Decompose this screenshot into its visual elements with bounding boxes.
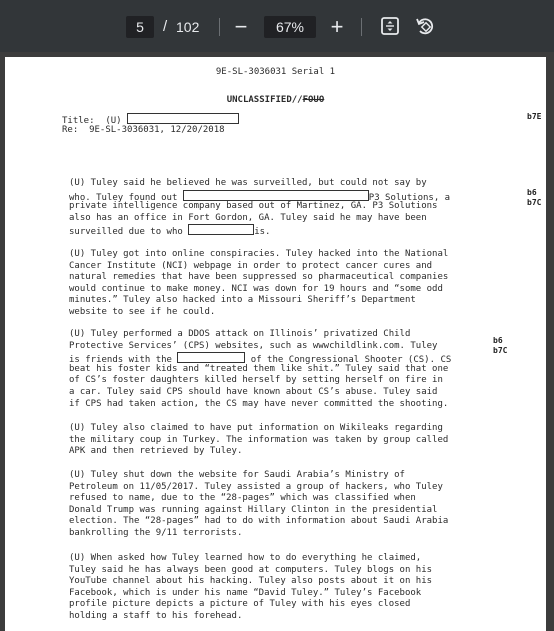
paragraph-2-line-6: website to see if he could.: [69, 307, 216, 317]
paragraph-1-line-4: also has an office in Fort Gordon, GA. Tuley said he may have been: [69, 212, 427, 223]
toolbar-divider: [361, 18, 362, 36]
p1-text-c: surveilled due to who: [69, 227, 189, 238]
re-line: Re: 9E-SL-3036031, 12/20/2018: [62, 125, 225, 135]
paragraph-1-line-5: [69, 224, 270, 239]
paragraph-6-line-4: Facebook, which is under his name “David Tuley.” Tuley’s Facebook: [69, 587, 422, 598]
zoom-level-input[interactable]: 67%: [264, 16, 316, 38]
redaction-box: [177, 352, 245, 363]
p1-text-a: who. Tuley found out: [69, 192, 183, 203]
paragraph-5-line-6: bankrolling the 9/11 terrorists.: [69, 528, 243, 538]
paragraph-1-line-3: private intelligence company based out of Martinez, GA. P3 Solutions: [69, 201, 438, 212]
paragraph-6-line-1: (U) When asked how Tuley learned how to do everything he claimed,: [69, 553, 422, 563]
p3-text-b: of the Congressional Shooter (CS). CS: [245, 355, 452, 366]
paragraph-1-line-1: (U) Tuley said he believed he was surveilled, but could not say by: [69, 178, 427, 188]
fit-page-icon[interactable]: [379, 15, 401, 37]
paragraph-4-line-1: (U) Tuley also claimed to have put information on Wikileaks regarding: [69, 423, 443, 433]
rotate-icon[interactable]: [414, 15, 436, 37]
toolbar-divider: [219, 18, 220, 36]
paragraph-6-line-5: profile picture depicts a picture of Tuley with his eyes closed: [69, 599, 411, 610]
exemption-code: b7C: [527, 198, 542, 207]
page-separator: /: [163, 18, 168, 35]
paragraph-5-line-2: Petroleum on 11/05/2017. Tuley assisted a group of hackers, who Tuley: [69, 481, 443, 492]
paragraph-5-line-4: Donald Trump was running against Hillary Clinton in the presidential: [69, 504, 438, 515]
redaction-box: [188, 224, 254, 235]
paragraph-3-line-2: Protective Services’ (CPS) websites, such as wwwchildlink.com. Tuley: [69, 340, 438, 351]
paragraph-4-line-3: APK and then retrieved by Tuley.: [69, 446, 243, 457]
p3-text-a: is friends with the: [69, 355, 178, 366]
exemption-code: b7E: [527, 112, 542, 121]
title-label: Title: (U): [62, 116, 122, 126]
classification-marking: [5, 95, 546, 107]
paragraph-3-line-7: if CPS had taken action, the CS may have never committed the shooting.: [69, 398, 449, 409]
paragraph-5-line-5: election. The “28-pages” had to do with information about Saudi Arabia: [69, 516, 449, 527]
paragraph-3-line-4: beat his foster kids and “treated them like shit.” Tuley said that one: [69, 363, 449, 374]
zoom-out-button[interactable]: −: [234, 14, 248, 39]
paragraph-2-line-1: (U) Tuley got into online conspiracies. Tuley hacked into the National: [69, 249, 449, 259]
redaction-box: [127, 113, 239, 124]
page-total: 102: [176, 19, 200, 35]
redaction-box: [183, 190, 369, 201]
paragraph-2-line-5: minutes.” Tuley also hacked into a Missouri Sheriff’s Department: [69, 295, 416, 306]
paragraph-3-line-1: (U) Tuley performed a DDOS attack on Illinois’ privatized Child: [69, 329, 411, 339]
classification-struck: FOUO: [302, 95, 325, 105]
page-number-input[interactable]: 5: [126, 16, 154, 38]
exemption-code: b7C: [493, 346, 508, 355]
paragraph-3-line-5: of CS’s foster daughters killed herself by setting herself on fire in: [69, 375, 443, 386]
exemption-code: b6: [493, 336, 503, 345]
paragraph-6-line-3: YouTube channel about his hacking. Tuley also posts about it on his: [69, 576, 433, 587]
p1-text-d: is.: [254, 227, 271, 238]
zoom-in-button[interactable]: +: [330, 14, 344, 39]
document-page: [5, 57, 546, 631]
paragraph-5-line-3: refused to name, due to the “28-pages” which was classified when: [69, 493, 416, 504]
classification-prefix: UNCLASSIFIED//: [226, 95, 303, 105]
paragraph-5-line-1: (U) Tuley shut down the website for Saudi Arabia’s Ministry of: [69, 470, 405, 480]
p1-text-b: P3 Solutions, a: [368, 192, 451, 203]
serial-header: 9E-SL-3036031 Serial 1: [215, 67, 336, 77]
paragraph-2-line-2: Cancer Institute (NCI) webpage in order to protect cancer cures and: [69, 260, 433, 271]
paragraph-2-line-3: natural remedies that have been suppressed so pharmaceutical companies: [69, 272, 449, 283]
paragraph-6-line-6: holding a staff to his forehead.: [69, 611, 243, 621]
paragraph-6-line-2: Tuley said he has always been good at computers. Tuley blogs on his: [69, 564, 433, 575]
pdf-toolbar: [0, 0, 554, 52]
paragraph-2-line-4: would continue to make money. NCI was down for 19 hours and “some odd: [69, 283, 443, 294]
paragraph-4-line-2: the military coup in Turkey. The information was taken by group called: [69, 434, 449, 445]
exemption-code: b6: [527, 188, 537, 197]
paragraph-3-line-6: a car. Tuley said CPS should have known about CS’s abuse. Tuley said: [69, 387, 438, 397]
